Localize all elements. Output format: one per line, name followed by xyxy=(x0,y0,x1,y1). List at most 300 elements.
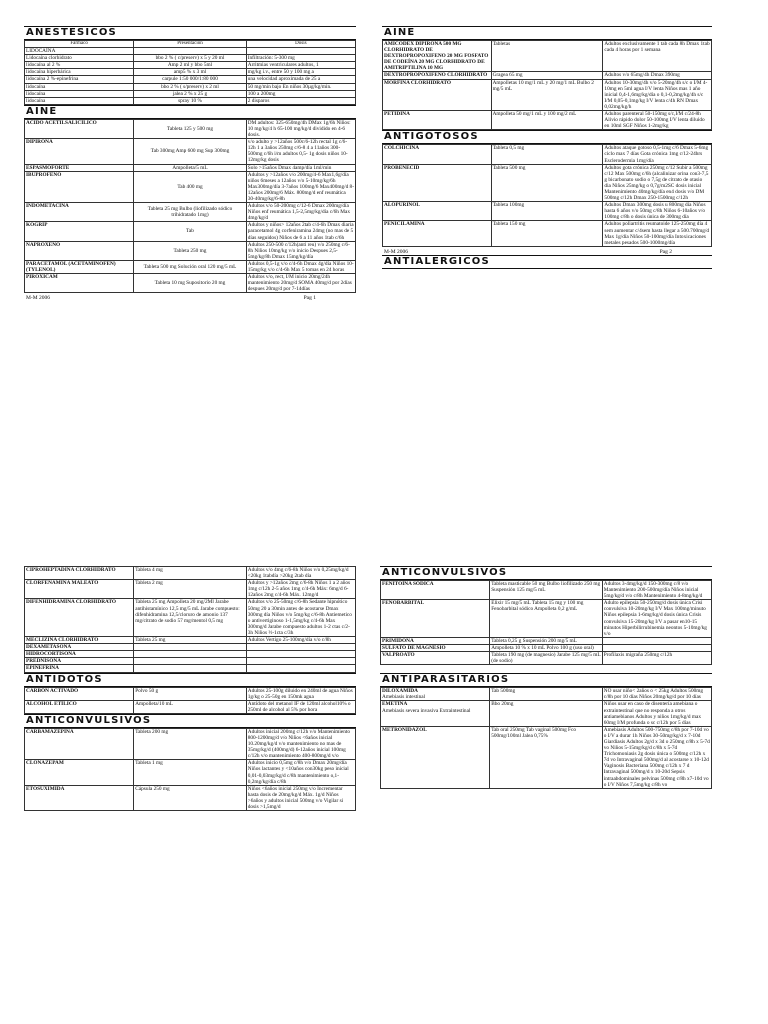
table-row xyxy=(25,644,356,651)
drug-name xyxy=(25,274,134,293)
drug-presentation-text: Tableta 1 mg xyxy=(135,760,163,767)
drug-presentation xyxy=(134,274,247,293)
drug-name-text: HIDROCORTISONA xyxy=(26,651,76,658)
drug-presentation xyxy=(491,111,603,130)
section-title-antidotos: ANTIDOTOS xyxy=(24,673,356,687)
drug-indication: Amebiasis severa invasiva Extraintestinal xyxy=(382,707,471,714)
drug-presentation xyxy=(134,203,247,222)
drug-dose-text: Adultos v/o 65mg/4h Dmax 390mg xyxy=(604,72,680,79)
drug-dose xyxy=(246,90,355,97)
drug-dose xyxy=(602,581,711,600)
table-row xyxy=(383,202,712,221)
section-title-anticonvulsivos: ANTICONVULSIVOS xyxy=(24,714,356,728)
table-row xyxy=(25,241,356,260)
drug-presentation xyxy=(134,222,247,241)
table-row xyxy=(381,652,712,665)
drug-name xyxy=(383,221,492,246)
drug-dose-text: Arritmias ventriculares adultos, 1 xyxy=(247,62,319,69)
drug-presentation-text: Tab 300mg Amp 600 mg Sup 300mg xyxy=(150,148,230,155)
drug-presentation-text: Tableta 25 mg Ampolleta 20 mg/2Ml Jarabe antihistamínico 12,5 mg/5 mL Jarabe compuesto: difenhidramina 12,5/cloruro de amonio 137 mg/citrato de sodio 57 mg/mentol 0,5 mg xyxy=(135,599,240,624)
table-row xyxy=(25,651,356,658)
drug-dose-text: Adultos v/o 25-50mg c/6-8h Sedante hipnótico 50mg 20 a 30min antes de acostarse Dmax 300mg día Niños v/o 5mg/kg c/6-8h Antiemetico o antivertiginoso 1-1,5mg/kg c/4-6h Max 300mg/d Jarabe compuesto adultos 1-2 ctas c/2-3h Niños ½-1cta c/3h xyxy=(247,599,352,636)
table-row xyxy=(25,164,356,171)
drug-name xyxy=(25,728,134,759)
section-title-aine: AINE xyxy=(24,105,356,119)
table-row xyxy=(383,221,712,246)
drug-dose xyxy=(246,171,355,202)
drug-presentation-text: Cápsula 250 mg xyxy=(135,785,170,792)
drug-presentation-text: Tableta 200 mg xyxy=(135,728,169,735)
drug-name xyxy=(25,580,134,599)
drug-name-text: FENOBARBITAL xyxy=(382,600,424,607)
drug-presentation-text: spray 10 % xyxy=(178,97,202,104)
drug-dose xyxy=(246,785,355,810)
drug-dose-text: Adultos 10-30mg/4h v/o 5-20mg/4h s/c o I/M 4-10mg en 5ml agua I/V lenta Niños mas 1 año inicial 0,4-1,6mg/kg/día o 0,1-0,2mg/kg/4h s/c I/M 0,05-0,1mg/kg I/V lenta c/4h RN Dmax 0,02mg/kg/h xyxy=(604,79,708,110)
drug-name xyxy=(25,76,134,83)
drug-presentation-text: Tableta 25 mg Bulbo (liofilizado sódico trihidratado 1mg) xyxy=(147,206,233,219)
drug-dose xyxy=(246,97,355,104)
drug-name xyxy=(25,48,134,55)
drug-dose xyxy=(246,760,355,785)
drug-name xyxy=(25,658,134,665)
drug-presentation-text: Tab xyxy=(186,228,194,235)
drug-name xyxy=(25,62,134,69)
drug-presentation xyxy=(134,644,247,651)
drug-presentation-text: Tableta 150 mg xyxy=(492,221,526,228)
drug-dose-text: Adulto epilepsia 50-250mg/d dosis única Crisi convulsiva 10-20mg/kg I/V Max 100mg/minuto Niños epilepsia 1-6mg/kg/d dosis única Crisis convulsiva 15-20mg/kg I/V a pasar en10-15 minutos Hiperbilirrubinemia neontos 5-10mg/kg v/o xyxy=(603,600,707,637)
table-row xyxy=(381,688,712,701)
drug-presentation-text: Tableta 2 mg xyxy=(135,580,163,587)
drug-name xyxy=(25,700,134,713)
drug-presentation-text: Tableta 0,25 g Suspensión 200 mg/5 mL xyxy=(491,637,577,644)
drug-presentation-text: Tab oral 250mg Tab vaginal 500mg Fco 500mg/100ml Jalea 0,75% xyxy=(491,726,576,739)
drug-dose-text: 100 a 200mg xyxy=(247,90,276,97)
drug-name xyxy=(381,637,490,644)
drug-name xyxy=(25,90,134,97)
antidotos-table xyxy=(24,687,356,714)
table-row xyxy=(25,274,356,293)
drug-dose xyxy=(246,644,355,651)
drug-dose xyxy=(246,665,355,672)
drug-dose xyxy=(246,274,355,293)
table-row xyxy=(383,164,712,202)
table-row xyxy=(25,83,356,90)
drug-dose-text: Adultos v/o, rect, I/M inicio 20mg/24h mantenimiento 20mg/d SOMA 40mg/d por 2días despues 20mg/d por 7-14días xyxy=(247,274,352,293)
drug-presentation-text: jalea 2 % x 25 g xyxy=(172,90,208,97)
drug-dose xyxy=(246,599,355,637)
drug-presentation-text: bbo 2 % ( c/preserv) x 5 y 20 ml xyxy=(155,55,225,62)
antialergicos-table xyxy=(24,566,356,673)
drug-presentation-text: Tableta 0,5 mg xyxy=(492,145,525,152)
drug-name xyxy=(25,637,134,644)
drug-presentation xyxy=(491,164,603,202)
drug-presentation-text: Tableta 190 mg (de magnesio) Jarabe 125 mg/5 mL (de sodio) xyxy=(491,652,601,665)
drug-presentation-text: Tab 400 mg xyxy=(177,183,203,190)
drug-dose xyxy=(246,164,355,171)
drug-dose xyxy=(246,728,355,759)
drug-presentation xyxy=(134,171,247,202)
drug-dose xyxy=(603,202,712,221)
drug-name-text: COLCHICINA xyxy=(384,145,420,152)
drug-dose-text: Adultos 3-4mg/kg/d 150-300mg c/8 v/o Mantenimiento 200-500mg/día Niños inicial 5mg/kg/d v/o c/8h Mantenimiento 4-8mg/kg/d xyxy=(603,581,703,600)
drug-dose-text: Adultos ataque gotoso 0,5-1mg c/6 Dmax 5-6mg ciclo max 7 días Gota crónica 1mg c/12-24hrs Esclerodermia 1mg/día xyxy=(604,145,709,164)
drug-name-text: ÁCIDO ACETILSALICÍLICO xyxy=(26,119,97,126)
drug-name xyxy=(25,222,134,241)
drug-name xyxy=(381,688,490,701)
page-3 xyxy=(24,566,356,1024)
drug-presentation xyxy=(491,72,603,79)
drug-name-text: CLORFENAMINA MALEATO xyxy=(26,580,99,587)
drug-name-text: KOGRIP xyxy=(26,222,48,229)
drug-name-text: PENICILAMINA xyxy=(384,221,425,228)
drug-name xyxy=(381,652,490,665)
drug-name xyxy=(381,701,490,726)
table-row xyxy=(25,76,356,83)
drug-name xyxy=(383,41,492,72)
drug-presentation xyxy=(491,145,603,164)
drug-name-text: FENITOÍNA SÓDICA xyxy=(382,581,434,587)
drug-name-text: LIDOCAÍNA xyxy=(26,48,56,55)
table-row xyxy=(25,728,356,759)
drug-name xyxy=(383,164,492,202)
drug-name-text: DIFENHIDRAMINA CLORHIDRATO xyxy=(26,599,117,606)
table-row xyxy=(383,79,712,110)
section-title-antigotosos: ANTIGOTOSOS xyxy=(382,130,712,144)
drug-dose-text: Adultos Dmax 300mg dosis u 800mg día Niños hasta 6 años v/o 50mg c/8h Niños 6-10años v/o 100mg c/8h o dosis única de 300mg día xyxy=(604,202,706,221)
header-presentacion: Presentación xyxy=(134,41,247,48)
section-title-antialergicos: ANTIALERGICOS xyxy=(382,255,712,269)
drug-dose xyxy=(246,76,355,83)
drug-presentation-text: Ampolleta 10 % x 10 mL Polvo 100 g (uso oral) xyxy=(491,644,594,651)
drug-dose-text: Adultos y >12años v/o 200mg/4-6 Max1,6g/día niños 6meses a 12años v/o 5-10mg/kg/6h Max300mg/día 3-7años 100mg/6 Max400mg/d 8-12años 200mg/6 Máx. 800mg/d enf reumática 30-40mg/kg/6-8h xyxy=(247,171,354,202)
drug-dose-text: Adultos inicio 0,5mg c/8h v/o Dmax 20mg/día Niños lactantes y <10años con30kg peso inicial 0,01-0,03mg/kg/d c/8h mantenimiento o,1-0,2mg/kg/día c/8h xyxy=(247,760,349,785)
drug-presentation xyxy=(134,48,247,55)
anticonvulsivos-table xyxy=(380,580,712,665)
drug-dose-text: Solo >15años Dmax 4amp/día 1ml/min xyxy=(247,164,332,171)
table-row xyxy=(25,599,356,637)
table-row xyxy=(25,97,356,104)
drug-presentation-text: Ampolleta 50 mg/1 mL y 100 mg/2 mL xyxy=(492,111,577,118)
drug-presentation-text: Gragea 65 mg xyxy=(492,72,523,79)
drug-name xyxy=(25,171,134,202)
drug-presentation-text: Tableta 500 mg xyxy=(492,164,526,171)
drug-name-text: EMETINA xyxy=(382,701,408,708)
drug-indication: Amebiasis intestinal xyxy=(382,694,426,701)
drug-presentation xyxy=(490,688,603,701)
drug-dose xyxy=(246,203,355,222)
table-row xyxy=(25,119,356,138)
drug-name xyxy=(25,139,134,164)
drug-dose xyxy=(246,637,355,644)
drug-name xyxy=(25,785,134,810)
drug-name xyxy=(381,644,490,651)
drug-presentation-text: Amp 2 ml y bbo 5ml xyxy=(167,62,213,69)
table-row xyxy=(25,658,356,665)
drug-presentation-text: Ampolleta/5 mL xyxy=(172,164,208,171)
drug-presentation xyxy=(134,55,247,62)
drug-dose xyxy=(246,658,355,665)
drug-dose xyxy=(246,567,355,580)
drug-name xyxy=(383,202,492,221)
table-row xyxy=(25,700,356,713)
drug-presentation xyxy=(490,726,603,788)
drug-name-text: DEXTROPROPOXIFENO CLORHIDRATO xyxy=(384,72,488,79)
table-row xyxy=(25,222,356,241)
drug-dose-text: Adultos parenteral 50-150mg s/c,I/M c/24-8h Alivio rápido dolor 50-100mg I/V lenta diluido en 10ml SGF Niños 1-2mg/kg xyxy=(604,111,705,130)
page-4 xyxy=(380,566,712,1024)
drug-name xyxy=(25,203,134,222)
drug-presentation xyxy=(134,119,247,138)
footer-left: M-M 2006 xyxy=(26,295,50,302)
drug-presentation xyxy=(490,701,603,726)
drug-name xyxy=(383,145,492,164)
drug-presentation-text: Bbo 20mg xyxy=(491,701,514,708)
table-row xyxy=(25,48,356,55)
drug-name xyxy=(25,260,134,273)
drug-dose xyxy=(603,79,712,110)
footer-left: M-M 2006 xyxy=(384,248,408,255)
drug-dose xyxy=(246,48,355,55)
drug-presentation xyxy=(490,600,603,638)
table-row xyxy=(25,260,356,273)
drug-presentation xyxy=(134,567,247,580)
drug-presentation-text: Tableta 10 mg Supositorio 20 mg xyxy=(154,280,226,287)
drug-name-text: MORFINA CLORHIDRATO xyxy=(384,79,452,86)
table-row xyxy=(25,139,356,164)
drug-dose xyxy=(602,652,711,665)
drug-name-text: PARACETAMOL (ACETAMINOFEN) (TYLENOL) xyxy=(26,260,116,273)
drug-name-text: ALCOHOL ETÍLICO xyxy=(26,700,77,707)
drug-dose xyxy=(602,688,711,701)
page-footer xyxy=(382,247,712,255)
drug-name-text: ESPASMOFORTE xyxy=(26,164,70,171)
drug-dose-text: Infiltración: 5-300 mg xyxy=(247,55,295,62)
drug-dose xyxy=(246,687,355,700)
drug-presentation xyxy=(490,581,603,600)
drug-presentation-text: Ampolleta/10 mL xyxy=(135,700,174,707)
drug-dose-text: Adultos poliartritis reumatoide 125-250mg día 4 sem aumentar c/4sem hasta llegar a 500.700mg/d Max 1g/día Niños 50-100mg/día Intoxicaciones metales pesados 500-1000mg/día xyxy=(604,221,710,246)
drug-name xyxy=(25,97,134,104)
drug-name xyxy=(25,665,134,672)
table-row xyxy=(381,726,712,788)
page-footer xyxy=(24,293,356,301)
drug-dose xyxy=(246,700,355,713)
drug-name-text: METRONIDAZOL xyxy=(382,726,427,733)
table-row xyxy=(25,760,356,785)
drug-presentation xyxy=(134,62,247,69)
anestesicos-table xyxy=(24,40,356,105)
drug-dose-text: Adultos 0,5-1g v/o c/4-6h Dmax 4g/día Niños 10-15mg/kg v/o c/4-6h Max 5 tomas en 24 horas xyxy=(247,260,354,273)
drug-presentation xyxy=(134,687,247,700)
drug-dose-text: v/o adulto y >12años 500c/6-12h rectal 1g c/6-12h 1 a 3años 250mg c/6-8 4 a 11años 300-500mg c/6h i/m adultos 0,5- 1g dosis niños 10-12mg/kg dosis xyxy=(247,139,348,164)
table-row xyxy=(25,69,356,76)
drug-presentation xyxy=(134,164,247,171)
drug-dose-text: Adultos v/o 4mg c/6-8h Niños v/o 0,25mg/kg/d <20kg 1tabdía >20kg 2tab día xyxy=(247,567,349,580)
table-row xyxy=(25,62,356,69)
drug-name xyxy=(383,72,492,79)
table-row xyxy=(25,567,356,580)
drug-presentation xyxy=(134,599,247,637)
drug-name-text: EPINEFRINA xyxy=(26,665,59,672)
drug-dose-text: Adultos 250-500 c/12h(anti reu) v/o 250mg c/6-8h Niños 10mg/kg v/o inicio Despues 2,5-5mg/kg/8h Dmax 15mg/kg/día xyxy=(247,241,350,260)
drug-name xyxy=(25,69,134,76)
table-row xyxy=(25,637,356,644)
drug-presentation xyxy=(491,221,603,246)
drug-name xyxy=(383,111,492,130)
drug-dose-text: Profilaxis migraña 250mg c/12h xyxy=(603,652,673,659)
drug-name-text: MECLIZINA CLORHIDRATO xyxy=(26,637,99,644)
drug-name-text: PETIDINA xyxy=(384,111,410,118)
drug-name-text: NAPROXENO xyxy=(26,241,61,248)
table-row xyxy=(25,203,356,222)
drug-name xyxy=(25,687,134,700)
drug-presentation xyxy=(491,79,603,110)
drug-name-text: INDOMETACINA xyxy=(26,203,69,210)
section-title-aine: AINE xyxy=(382,26,712,40)
drug-dose-text: una velocidad aproximada de 25 a xyxy=(247,76,321,83)
drug-presentation-text: carpule 1:50 000/1:80 000 xyxy=(162,76,218,83)
drug-presentation-text: Tableta 100mg xyxy=(492,202,525,209)
table-row xyxy=(381,581,712,600)
drug-presentation xyxy=(134,97,247,104)
drug-name-text: PRIMIDONA xyxy=(382,637,414,644)
section-title-antiparasitarios: ANTIPARASITARIOS xyxy=(380,673,712,687)
drug-dose-text: 50 mg/min bajo En niños 30µg/kg/min. xyxy=(247,83,332,90)
aine-table xyxy=(24,119,356,294)
drug-dose-text: Adultos v/o 50-200mg c/12-6 Dmax 200mg/día Niños enf reumática 1,5-2,5mg/kg/día c/6h Max 4mg/kg/d xyxy=(247,203,350,222)
drug-name-text: CARBAMAZEPINA xyxy=(26,728,74,735)
drug-name-text: CIPROHEPTADINA CLORHIDRATO xyxy=(26,567,116,573)
drug-presentation-text: Tableta 250 mg xyxy=(173,247,207,254)
header-farmaco: Fármaco xyxy=(25,41,134,48)
drug-name-text: PIROXICAM xyxy=(26,274,58,281)
anticonvulsivos-table xyxy=(24,728,356,811)
drug-dose xyxy=(246,83,355,90)
drug-name xyxy=(25,599,134,637)
drug-name xyxy=(25,644,134,651)
drug-dose-text: Niños usar en caso de disentería amebiana o extraintestinal que no responda a otros antiamebianos Adultos y niños 1mg/kg/d max 60mg I/M profunda o sc c/12h por 5 días xyxy=(603,701,701,726)
drug-dose xyxy=(603,41,712,72)
drug-presentation-text: Tab 500mg xyxy=(491,688,516,695)
drug-presentation xyxy=(134,580,247,599)
drug-dose xyxy=(602,637,711,644)
section-title-anestesicos: ANESTESICOS xyxy=(24,26,356,40)
drug-name-text: Lidocaína clorhidrato xyxy=(26,55,72,62)
drug-presentation xyxy=(134,76,247,83)
drug-name-text: VALPROATO xyxy=(382,652,415,659)
drug-dose-text: NO usar niño< 2años o < 25kg Adultos 500mg c/8h por 10 días Niños 20mg/kg/d por 10 días xyxy=(603,688,704,701)
drug-presentation-text: Tabletas xyxy=(492,41,511,47)
drug-name xyxy=(381,600,490,638)
drug-dose xyxy=(603,111,712,130)
drug-dose-text: Amebiasis Adultos 500-750mg c/8h por 7-10d vo o I/V a durar 1h Niños 30-50mg/kg/d x 7-10d Giardiasis Adultos 2g/d x 3d o 250mg c/8h x 5-7d vo Niños 5-15mg/kg/d c/8h x 5-7d Trichomoniasis 2g dosis única o 500mg c/12h x 7d vo Intravaginal 500mg/d al acostarse x 10-12d Vaginosis Bacteriana 500mg c/12h x 7 d Intravaginal 500mg/d x 10-20d Sepsis intraabdominales pelvinas 500mg c/8h x7-10d vo o I/V Niños 7,5mg/kg c/8h vo xyxy=(603,726,710,788)
table-row xyxy=(381,701,712,726)
drug-dose xyxy=(246,139,355,164)
drug-presentation xyxy=(134,83,247,90)
drug-name xyxy=(25,760,134,785)
drug-presentation xyxy=(134,139,247,164)
drug-dose-text: Adultos y >12años 2mg c/6-8h Niños 1 a 2 años 1mg c/12h 2-5 años 1mg c/4-6h Máx: 6mg/d 6-12años 2mg c/4-6h Máx. 12mg/d xyxy=(247,580,351,599)
drug-dose xyxy=(246,55,355,62)
section-title-anticonvulsivos: ANTICONVULSIVOS xyxy=(380,566,712,580)
drug-dose-text: Niños <6años inicial 250mg v/o Incrementar hasta dosis de 20mg/kg/d Máx. 1g/d Niños >6años y adultos inicial 500mg v/o Vigilar si dosis >1,5mg/d xyxy=(247,785,344,810)
drug-name-text: lidocaína xyxy=(26,90,46,97)
table-row xyxy=(381,600,712,638)
drug-presentation xyxy=(490,644,603,651)
drug-presentation xyxy=(134,69,247,76)
drug-name-text: DIPIRONA xyxy=(26,139,53,146)
drug-presentation-text: bbo 2 % ( s/preserv) x 2 ml xyxy=(161,83,219,90)
drug-presentation-text: amp5 % x 3 ml xyxy=(173,69,207,76)
drug-name-text: lidocaína hiperbárica xyxy=(26,69,71,76)
drug-name-text: AMICODEX DIPIRONA 500 MG CLORHIDRATO DE DEXTROPROPOXIFENO 20 MG FOSFATO DE CODEÍNA 20 MG CLORHIDRATO DE AMITRIPTILINA 10 MG xyxy=(384,41,489,72)
antigotosos-table xyxy=(382,144,712,247)
table-row xyxy=(381,637,712,644)
drug-presentation xyxy=(134,90,247,97)
drug-name xyxy=(25,164,134,171)
drug-dose-text: Adultos gota crónica 250mg c/12 Subir a 500mg c/12 Max 500mg c/6h (alcalinizar orina con3-7,5 g bicarbonato sodio o 7,5g de citrato de otasio dia Niños 25mg/kg o 0,7g/m2SC dosis inicial Mantenimiento 40mg/kg/día en4 dosis v/o DM 500mg c/12h Dmax 250-1500mg c/12h xyxy=(604,164,709,202)
drug-dose-text: 2 disparos xyxy=(247,97,270,104)
table-row xyxy=(383,111,712,130)
drug-dose-text: DM adultos: 325-650mg/4h DMax 1g/6h Niños: 10 mg/kg/4 h 65-100 mg/kg/d dividido en 4-6 dosis. xyxy=(247,119,351,139)
drug-name-text: CARBÓN ACTIVADO xyxy=(26,687,79,694)
drug-name-text: IBUPROFENO xyxy=(26,171,62,178)
drug-name-text: CLONAZEPAM xyxy=(26,760,64,767)
table-header xyxy=(25,41,356,48)
drug-presentation xyxy=(134,785,247,810)
page-1 xyxy=(24,26,356,520)
drug-dose xyxy=(246,580,355,599)
table-row xyxy=(25,665,356,672)
table-row xyxy=(383,41,712,72)
footer-right: Pag 1 xyxy=(303,295,316,302)
table-row xyxy=(25,55,356,62)
drug-dose xyxy=(602,701,711,726)
table-row xyxy=(25,580,356,599)
table-row xyxy=(381,644,712,651)
table-row xyxy=(25,687,356,700)
drug-dose-text: Adultos inicial 200mg c/12h v/o Mantenimiento 800-1200mg/d v/o Niños <6años inicial 10.20mg/kg/d v/o mantenimiento no mas de 35mg/kg/d (400mg/d) 6-12años inicial 100mg c/12h v/o mantenimiento 400-800mg/d v/o xyxy=(247,728,350,760)
aine-table xyxy=(382,40,712,130)
drug-dose xyxy=(602,644,711,651)
drug-name xyxy=(381,726,490,788)
table-row xyxy=(383,72,712,79)
drug-dose xyxy=(602,726,711,788)
table-row xyxy=(25,171,356,202)
drug-name xyxy=(25,241,134,260)
drug-dose xyxy=(246,241,355,260)
antiparasitarios-table xyxy=(380,687,712,789)
drug-name xyxy=(25,567,134,580)
drug-presentation-text: Tableta 125 y 500 mg xyxy=(166,125,214,132)
drug-name-text: PREDNISONA xyxy=(26,658,62,665)
drug-dose xyxy=(246,62,355,69)
drug-presentation xyxy=(134,637,247,644)
drug-name-text: SULFATO DE MAGNESIO xyxy=(382,644,446,651)
drug-presentation-text: Polvo 50 g xyxy=(135,687,159,694)
drug-presentation-text: Elixir 15 mg/5 mL Tableta 15 mg y 100 mg Fenobarbital sódico Ampolleta 0,2 g/mL xyxy=(491,600,584,613)
drug-dose xyxy=(246,119,355,138)
drug-presentation xyxy=(134,658,247,665)
drug-presentation xyxy=(134,665,247,672)
drug-name-text: lidocaína al 2 % xyxy=(26,62,61,69)
drug-presentation xyxy=(134,760,247,785)
table-row xyxy=(25,90,356,97)
drug-name-text: lidocaína 2 %-epinefrina xyxy=(26,76,79,83)
drug-dose-text: Antídoto del metanol IF de 120ml alcohol10% o 250ml de alcohol al 5% por hora xyxy=(247,700,351,713)
drug-dose-text: mg/kg i.v., entre 50 y 100 mg a xyxy=(247,69,314,76)
drug-dose-text: Adultos 25-100g diluido en 240ml de agua Niños 1g/kg o 25-50g en 150mk agua xyxy=(247,687,353,700)
